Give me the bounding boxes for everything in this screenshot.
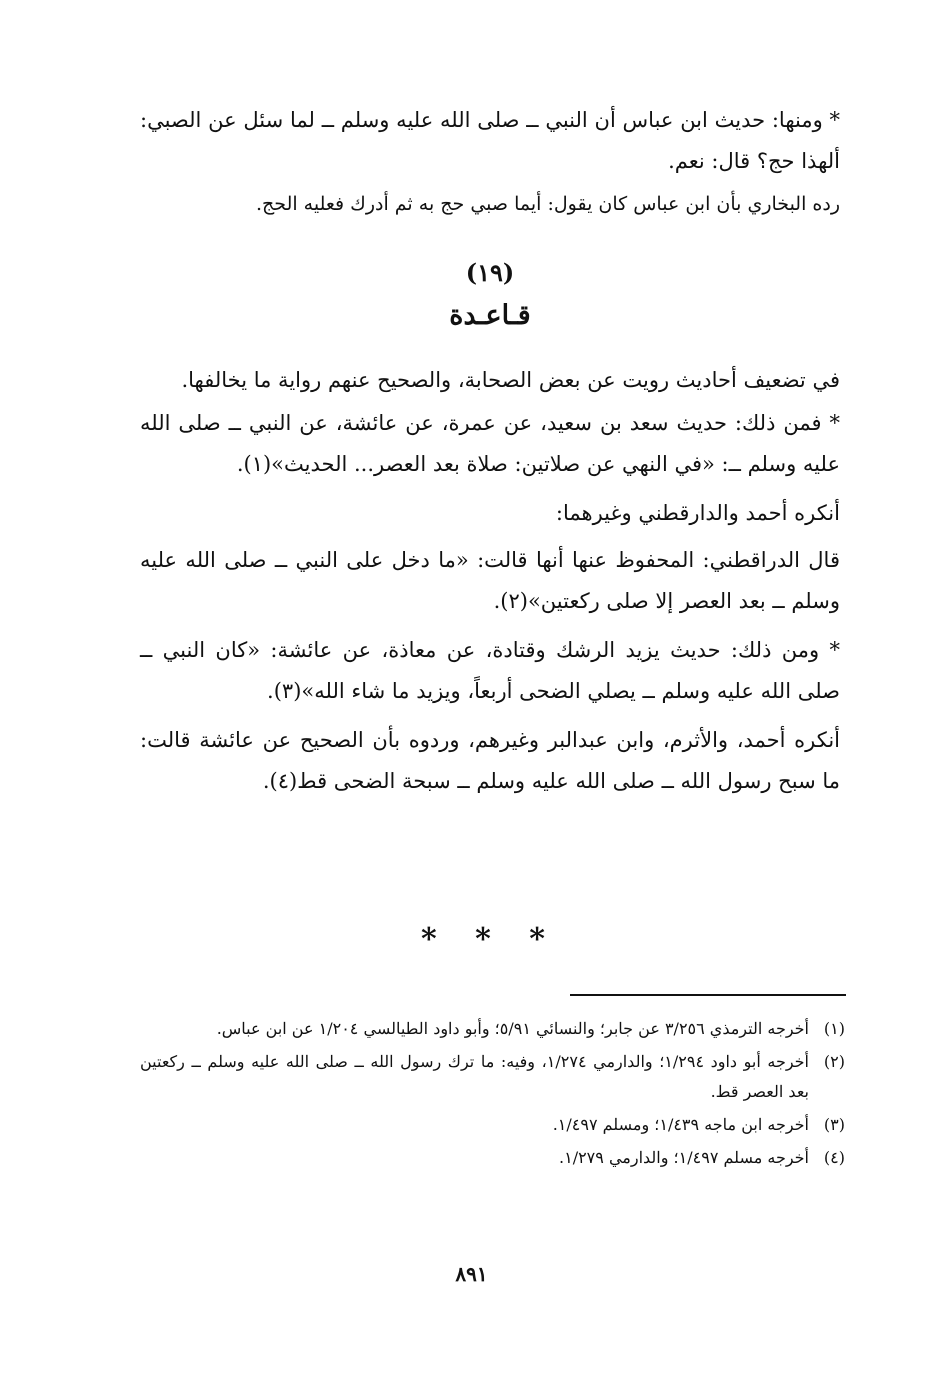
footnote-4 (140, 1143, 845, 1173)
footnote-3 (140, 1110, 845, 1140)
paragraph-yazid-hadith: * ومن ذلك: حديث يزيد الرشك وقتادة، عن معاذة، عن عائشة: «كان النبي ــ صلى الله عليه وسلم ــ يصلي الضحى أربعاً، ويزيد ما شاء الله»(٣). (140, 638, 840, 703)
footnote-text: أخرجه ابن ماجه ١/٤٣٩؛ ومسلم ١/٤٩٧. (552, 1115, 809, 1134)
footnote-text: أخرجه مسلم ١/٤٩٧؛ والدارمي ١/٢٧٩. (559, 1148, 809, 1167)
main-text-block (140, 360, 840, 802)
footnote-divider (570, 994, 846, 996)
paragraph-daraqutni-quote: قال الدراقطني: المحفوظ عنها أنها قالت: «ما دخل على النبي ــ صلى الله عليه وسلم ــ بعد العصر إلا صلى ركعتين»(٢). (140, 548, 840, 613)
paragraph-ahmad-athram-rejection: أنكره أحمد، والأثرم، وابن عبدالبر وغيرهم، وردوه بأن الصحيح عن عائشة قالت: ما سبح رسول الله ــ صلى الله عليه وسلم ــ سبحة الضحى قط(٤). (140, 728, 840, 793)
footnotes (140, 1014, 845, 1176)
paragraph-ibn-abbas-hadith: * ومنها: حديث ابن عباس أن النبي ــ صلى الله عليه وسلم ــ لما سئل عن الصبي: ألهذا حج؟ قال: نعم. (140, 108, 840, 173)
footnote-number: (٤) (823, 1148, 845, 1167)
page-number: ٨٩١ (455, 1262, 488, 1286)
footnote-number: (٣) (823, 1115, 845, 1134)
section-separator: * * * (421, 922, 559, 957)
paragraph-ahmad-rejection: أنكره أحمد والدارقطني وغيرهما: (555, 501, 840, 525)
top-text-block (140, 100, 840, 225)
paragraph-intro: في تضعيف أحاديث رويت عن بعض الصحابة، والصحيح عنهم رواية ما يخالفها. (181, 368, 840, 392)
section-title: قـاعـدة (449, 300, 531, 331)
paragraph-saad-hadith: * فمن ذلك: حديث سعد بن سعيد، عن عمرة، عن عائشة، عن النبي ــ صلى الله عليه وسلم ــ: «في النهي عن صلاتين: صلاة بعد العصر... الحديث»(١). (140, 411, 840, 476)
footnote-2 (140, 1047, 845, 1107)
footnote-text: أخرجه أبو داود ١/٢٩٤؛ والدارمي ١/٢٧٤، وفيه: ما ترك رسول الله ــ صلى الله عليه وسلم ــ ركعتين بعد العصر قط. (140, 1052, 810, 1101)
footnote-number: (٢) (823, 1052, 845, 1071)
footnote-number: (١) (823, 1019, 845, 1038)
footnote-1 (140, 1014, 845, 1044)
paragraph-bukhari-rejection: رده البخاري بأن ابن عباس كان يقول: أيما صبي حج به ثم أدرك فعليه الحج. (256, 193, 840, 215)
footnote-text: أخرجه الترمذي ٣/٢٥٦ عن جابر؛ والنسائي ٥/٩١؛ وأبو داود الطيالسي ١/٢٠٤ عن ابن عباس. (216, 1019, 809, 1038)
section-number: (١٩) (465, 258, 515, 287)
